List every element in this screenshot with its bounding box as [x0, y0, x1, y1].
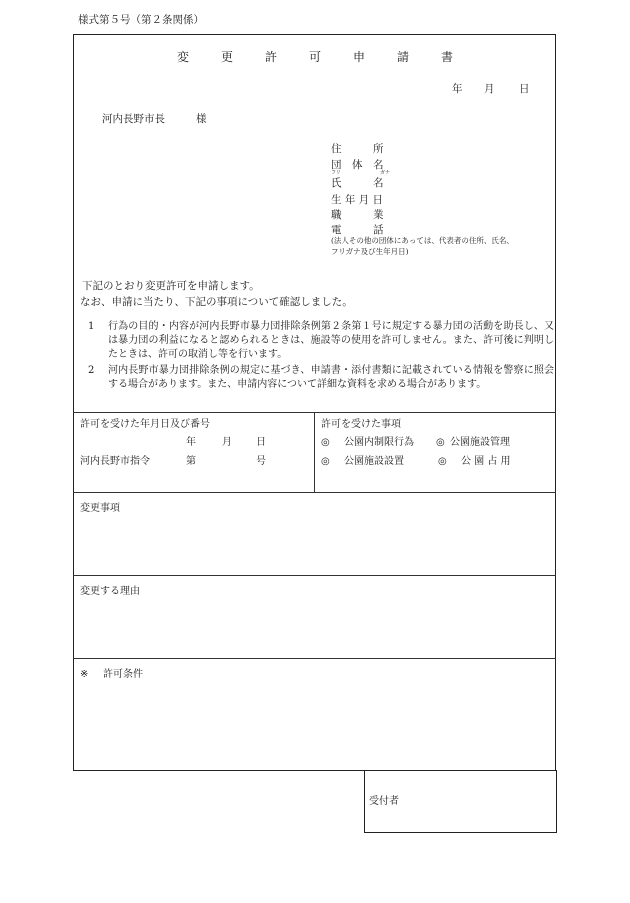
permit-year-label: 年: [186, 437, 196, 448]
receiver-label: 受付者: [369, 796, 399, 807]
intro-line2: なお、申請に当たり、下記の事項について確認しました。: [80, 296, 353, 309]
permit-designation-label: 河内長野市指令: [80, 456, 150, 467]
addressee-name: 河内長野市長: [102, 113, 165, 125]
permit-date-number-label: 許可を受けた年月日及び番号: [80, 419, 210, 430]
item-number: 2: [88, 364, 95, 376]
permit-dai-label: 第: [186, 456, 196, 467]
applicant-occupation-label: 職 業: [331, 209, 384, 221]
application-form-frame: [73, 34, 556, 771]
divider-change-items-top: [73, 492, 556, 493]
conditions-mark-icon: ※: [80, 669, 89, 680]
applicant-name-label: 氏 名: [331, 177, 384, 189]
confirmation-item: [88, 320, 554, 363]
conditions-label: 許可条件: [103, 669, 143, 680]
item-text: 行為の目的・内容が河内長野市暴力団排除条例第２条第１号に規定する暴力団の活動を助長し、又は暴力団の利益になると認められるときは、施設等の使用を許可しません。また、許可後に判明したときは、許可の取消し等を行います。: [108, 321, 554, 361]
option-mark-icon: ◎: [436, 437, 445, 448]
date-day-label: 日: [519, 83, 530, 95]
permit-matters-label: 許可を受けた事項: [321, 419, 401, 430]
divider-permit-middle: [314, 412, 315, 492]
applicant-birthdate-label: 生 年 月 日: [331, 194, 384, 206]
furigana-right: ガナ: [380, 170, 391, 176]
change-items-label: 変更事項: [80, 503, 120, 514]
form-title: 変 更 許 可 申 請 書: [176, 50, 463, 64]
option-occupancy: 公 園 占 用: [461, 456, 511, 467]
addressee-honorific: 様: [196, 113, 207, 125]
applicant-note-line1: (法人その他の団体にあっては、代表者の住所、氏名、: [331, 236, 514, 245]
form-number: 様式第５号（第２条関係）: [78, 14, 204, 26]
option-mark-icon: ◎: [321, 456, 330, 467]
option-facility-installation: 公園施設設置: [344, 456, 404, 467]
permit-month-label: 月: [222, 437, 232, 448]
confirmation-items: [88, 320, 554, 393]
applicant-organization-label: 団 体 名: [331, 159, 384, 171]
date-month-label: 月: [484, 83, 495, 95]
option-mark-icon: ◎: [321, 437, 330, 448]
permit-day-label: 日: [256, 437, 266, 448]
divider-change-reason-top: [73, 575, 556, 576]
applicant-note-line2: フリガナ及び生年月日): [331, 246, 409, 256]
confirmation-item: [88, 364, 554, 392]
applicant-address-label: 住 所: [331, 143, 384, 155]
option-facility-management: 公園施設管理: [450, 437, 510, 448]
intro-text: [80, 278, 353, 311]
item-text: 河内長野市暴力団排除条例の規定に基づき、申請書・添付書類に記載されている情報を警察に照会する場合があります。また、申請内容について詳細な資料を求める場合があります。: [108, 364, 554, 390]
date-year-label: 年: [452, 83, 463, 95]
applicant-note: [331, 236, 514, 258]
furigana-left: フリ: [331, 170, 341, 176]
item-number: 1: [88, 321, 95, 332]
permit-go-label: 号: [256, 456, 266, 467]
intro-line1: 下記のとおり変更許可を申請します。: [82, 280, 260, 292]
applicant-phone-label: 電 話: [331, 224, 384, 236]
option-mark-icon: ◎: [438, 456, 447, 467]
change-reason-label: 変更する理由: [80, 586, 140, 597]
divider-conditions-top: [73, 658, 556, 659]
option-restricted-acts: 公園内制限行為: [344, 437, 414, 448]
